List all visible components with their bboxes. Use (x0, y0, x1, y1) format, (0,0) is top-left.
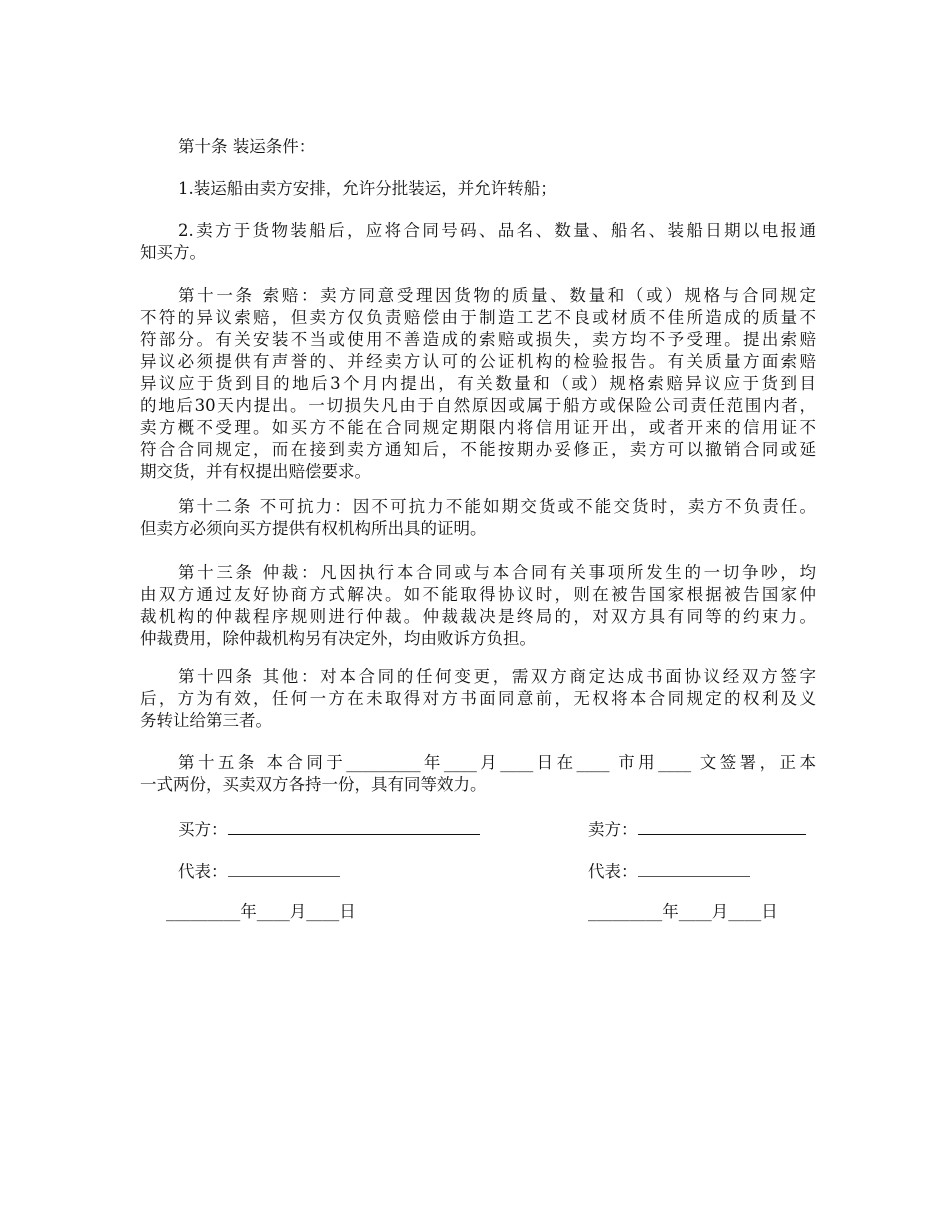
seller-label: 卖方： (588, 820, 638, 839)
article-15-execution: 第十五条 本合同于_________年____月____日在____ 市用____ 文签署，正本 一式两份，买卖双方各持一份，具有同等效力。 (140, 753, 816, 794)
article-10-item-1: 1.装运船由卖方安排，允许分批装运，并允许转船； (178, 179, 557, 198)
buyer-signature-line (178, 816, 480, 841)
buyer-name-blank[interactable] (228, 816, 480, 835)
buyer-date-line: _________年____月____日 (166, 902, 356, 921)
seller-name-blank[interactable] (638, 816, 806, 835)
article-14-other: 第十四条 其他：对本合同的任何变更，需双方商定达成书面协议经双方签字 后，方为有效，任何一方在未取得对方书面同意前，无权将本合同规定的权利及义 务转让给第三者。 (140, 667, 816, 730)
article-12-force-majeure: 第十二条 不可抗力：因不可抗力不能如期交货或不能交货时，卖方不负责任。 但卖方必须向买方提供有权机构所出具的证明。 (140, 497, 816, 538)
article-10-heading: 第十条 装运条件： (178, 137, 316, 156)
seller-rep-blank[interactable] (638, 858, 750, 877)
seller-date-line: _________年____月____日 (588, 902, 778, 921)
buyer-label: 买方： (178, 820, 228, 839)
seller-rep-label: 代表： (588, 862, 638, 881)
buyer-rep-label: 代表： (178, 862, 228, 881)
seller-representative-line (588, 858, 750, 883)
article-11-claims: 第十一条 索赔：卖方同意受理因货物的质量、数量和（或）规格与合同规定 不符的异议索赔，但卖方仅负责赔偿由于制造工艺不良或材质不佳所造成的质量不 符部分。有关安装不当或使用不善造成的索赔或损失，卖方均不予受理。提出索赔 异议必须提供有声誉的、并经卖方认可的公证机构的检验报告。有关质量方面索赔 异议应于货到目的地后3个月内提出，有关数量和（或）规格索赔异议应于货到目 的地后30天内提出。一切损失凡由于自然原因或属于船方或保险公司责任范围内者， 卖方概不受理。如买方不能在合同规定期限内将信用证开出，或者开来的信用证不 符合合同规定，而在接到卖方通知后，不能按期办妥修正，卖方可以撤销合同或延 期交货，并有权提出赔偿要求。 (140, 286, 816, 481)
buyer-rep-blank[interactable] (228, 858, 340, 877)
article-10-item-2: 2.卖方于货物装船后，应将合同号码、品名、数量、船名、装船日期以电报通 知买方。 (140, 221, 816, 262)
seller-signature-line (588, 816, 806, 841)
article-13-arbitration: 第十三条 仲裁：凡因执行本合同或与本合同有关事项所发生的一切争吵，均 由双方通过友好协商方式解决。如不能取得协议时，则在被告国家根据被告国家仲 裁机构的仲裁程序规则进行仲裁。仲裁裁决是终局的，对双方具有同等的约束力。 仲裁费用，除仲裁机构另有决定外，均由败诉方负担。 (140, 563, 816, 648)
buyer-representative-line (178, 858, 340, 883)
